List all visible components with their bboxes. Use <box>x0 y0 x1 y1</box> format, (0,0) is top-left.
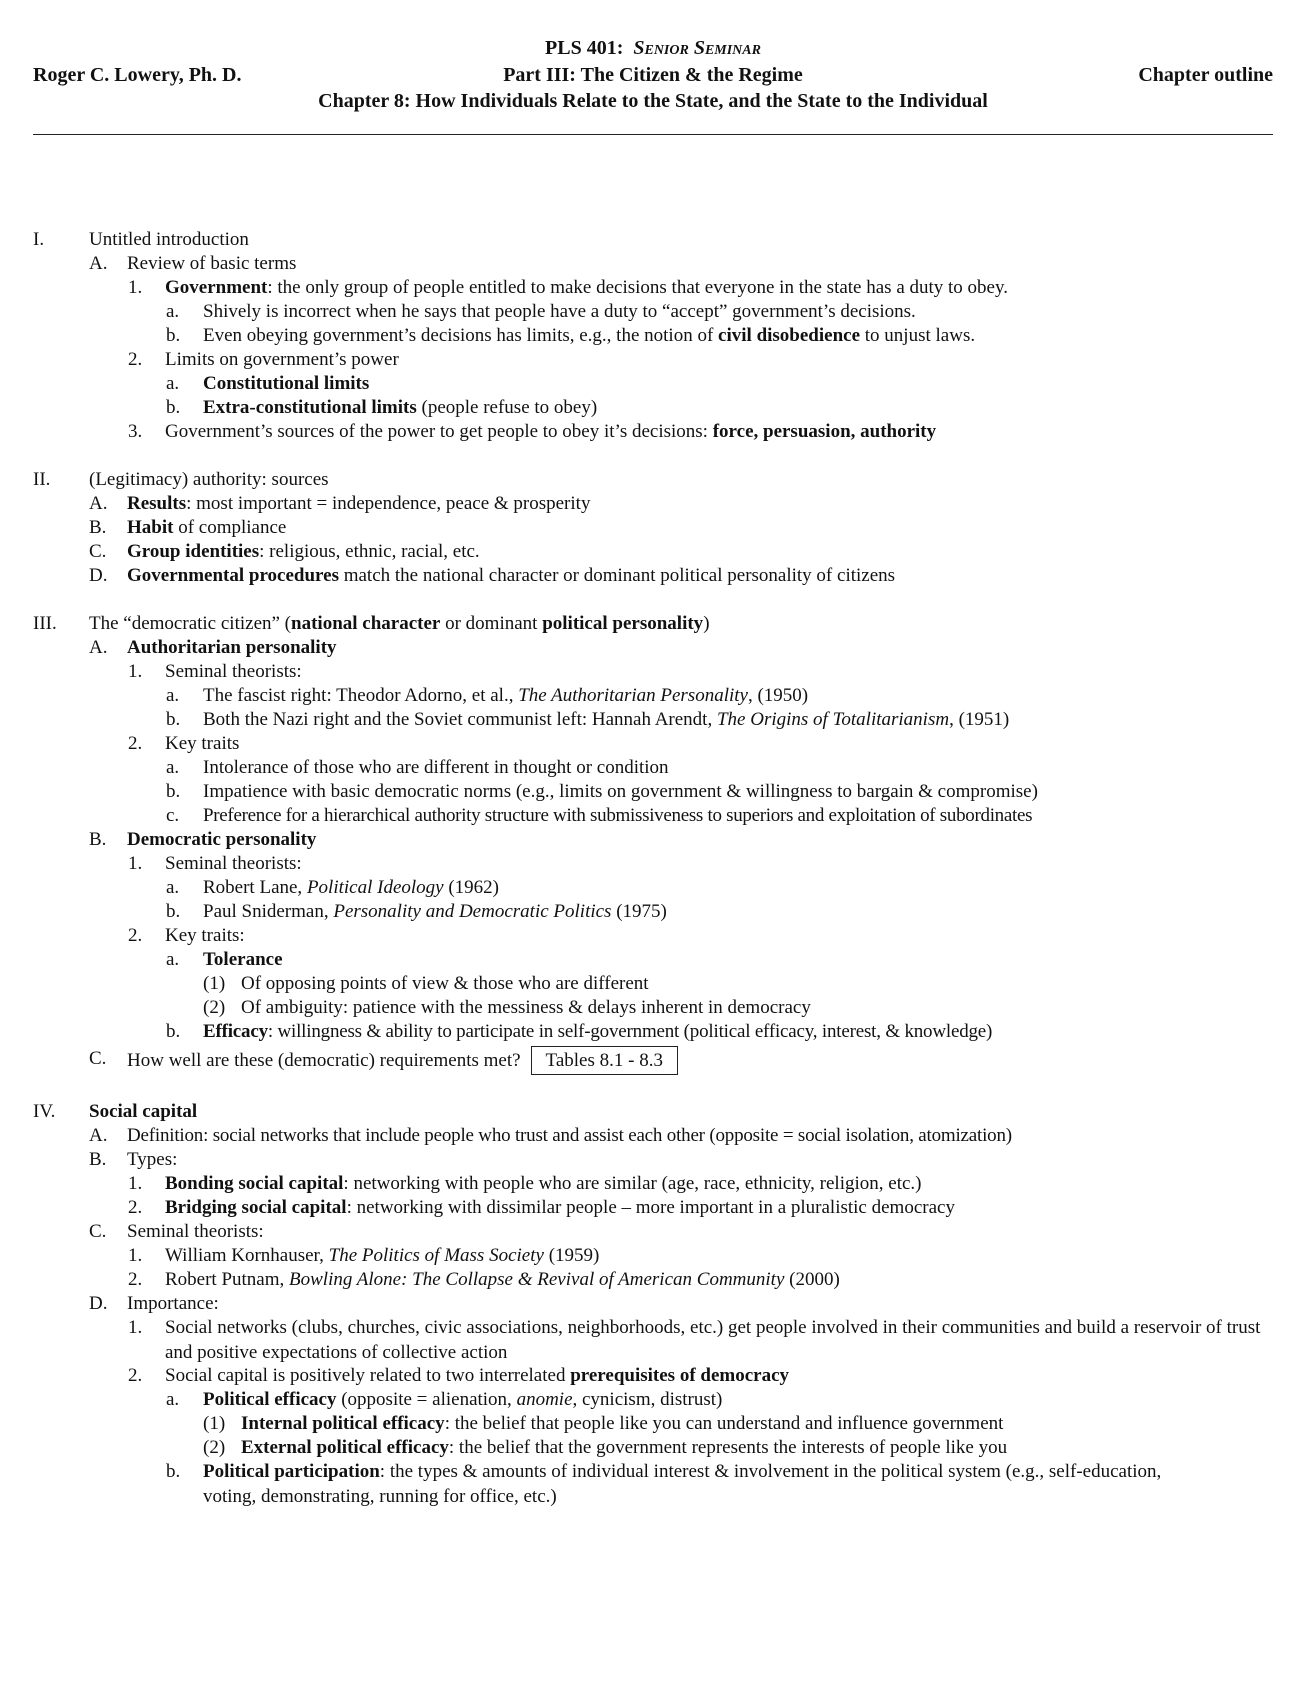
document-type: Chapter outline <box>1138 64 1273 86</box>
author-name: Roger C. Lowery, Ph. D. <box>33 64 242 86</box>
chapter-outline: I. Untitled introduction A. Review of basic terms 1. Government: the only group of people entitled to make decisions that everyone in the state has a duty to obey. a. Shively is incorrect when he says that people have a duty to “accept” government’s decisions. b. Even obeying government’s decisions has limits, e.g., the notion of civil disobedience to unjust laws. 2. Limits on government’s power a. Constitutional limits b. Extra-constitutional limits (people refuse to obey) 3. Government’s sources of the power to get people to obey it’s decisions: force, persuasion, authority II. (Legitimacy) authority: sources A. Results: most important = independence, peace & prosperity B. Habit of compliance C. Group identities: religious, ethnic, racial, etc. D. Governmental procedures match the national character or dominant political personality of citizens III. The “democratic citizen” (national character or dominant political personality) A. Authoritarian personality 1. Seminal theorists: a. The fascist right: Theodor Adorno, et al., The Authoritarian Personality, (1950) b. Both the Nazi right and the Soviet communist left: Hannah Arendt, The Origins of Totalitarianism, (1951) 2. Key traits a. Intolerance of those who are different in thought or condition b. Impatience with basic democratic norms (e.g., limits on government & willingness to bargain & compromise) c. Preference for a hierarchical authority structure with submissiveness to superiors and exploitation of subordinates B. Democratic personality 1. Seminal theorists: a. Robert Lane, Political Ideology (1962) b. Paul Sniderman, Personality and Democratic Politics (1975) 2. Key traits: a. Tolerance (1) Of opposing points of view & those who are different (2) Of ambiguity: patience with the messiness & delays inherent in democracy b. Efficacy: willingness & ability to participate in self-government (political efficacy, interest, & knowledge) C. How well are these (democratic) requirements met? Tables 8.1 - 8.3 IV. Social capital A. Definition: social networks that include people who trust and assist each other (opposite = social isolation, atomization) B. Types: 1. Bonding social capital: networking with people who are similar (age, race, ethnicity, religion, etc.) 2. Bridging social capital: networking with dissimilar people – more important in a pluralistic democracy C. Seminal theorists: 1. William Kornhauser, The Politics of Mass Society (1959) 2. Robert Putnam, Bowling Alone: The Collapse & Revival of American Community (2000) D. Importance: 1. Social networks (clubs, churches, civic associations, neighborhoods, etc.) get people involved in their communities and build a reservoir of trust and positive expectations of collective action 2. Social capital is positively related to two interrelated prerequisites of democracy a. Political efficacy (opposite = alienation, anomie, cynicism, distrust) (1) Internal political efficacy: the belief that people like you can understand and influence government (2) External political efficacy: the belief that the government represents the interests of people like you b. Political participation: the types & amounts of individual interest & involvement in the political system (e.g., self-education, voting, demonstrating, running for office, etc.) <box>33 229 1261 1507</box>
course-name: Senior Seminar <box>633 37 761 59</box>
part-title: Part III: The Citizen & the Regime <box>503 64 803 86</box>
course-title: PLS 401: Senior Seminar <box>545 37 761 59</box>
tables-reference-box: Tables 8.1 - 8.3 <box>531 1046 678 1075</box>
chapter-title: Chapter 8: How Individuals Relate to the State, and the State to the Individual <box>318 90 988 112</box>
